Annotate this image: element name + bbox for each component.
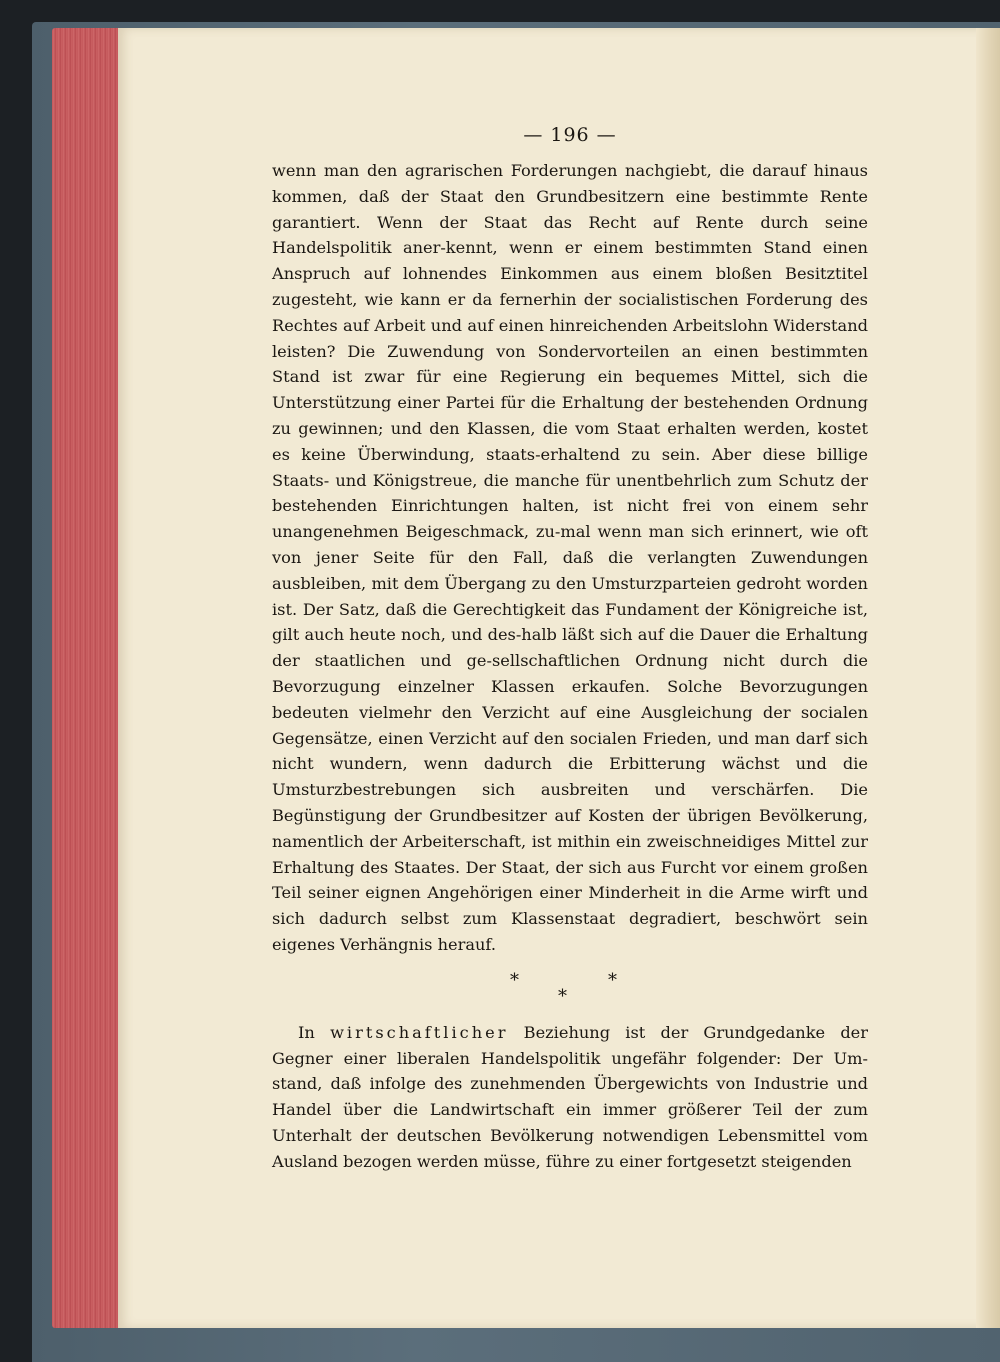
asterism-star-left: * bbox=[510, 969, 519, 991]
page-edges bbox=[52, 28, 122, 1328]
asterism-divider bbox=[272, 964, 868, 1016]
paragraph-2-emphasis: wirtschaftlicher bbox=[330, 1022, 509, 1042]
page-content bbox=[272, 120, 868, 1174]
asterism-star-right: * bbox=[608, 969, 617, 991]
page-number: — 196 — bbox=[523, 124, 617, 146]
body-text bbox=[272, 158, 868, 1174]
asterism-star-middle: * bbox=[558, 985, 567, 1007]
paragraph-1: wenn man den agrarischen Forderungen nachgiebt, die darauf hinaus kommen, daß der Staat den Grundbesitzern eine bestimmte Rente garantiert. Wenn der Staat das Recht auf Rente durch seine Handelspolitik aner-kennt, wenn er einem bestimmten Stand einen Anspruch auf lohnendes Einkommen aus einem bloßen Besitztitel zugesteht, wie kann er da fernerhin der socialistischen Forderung des Rechtes auf Arbeit und auf einen hinreichenden Arbeitslohn Widerstand leisten? Die Zuwendung von Sondervorteilen an einen bestimmten Stand ist zwar für eine Regierung ein bequemes Mittel, sich die Unterstützung einer Partei für die Erhaltung der bestehenden Ordnung zu gewinnen; und den Klassen, die vom Staat erhalten werden, kostet es keine Überwindung, staats-erhaltend zu sein. Aber diese billige Staats- und Königstreue, die manche für unentbehrlich zum Schutz der bestehenden Einrichtungen halten, ist nicht frei von einem sehr unangenehmen Beigeschmack, zu-mal wenn man sich erinnert, wie oft von jener Seite für den Fall, daß die verlangten Zuwendungen ausbleiben, mit dem Übergang zu den Umsturzparteien gedroht worden ist. Der Satz, daß die Gerechtigkeit das Fundament der Königreiche ist, gilt auch heute noch, und des-halb läßt sich auf die Dauer die Erhaltung der staatlichen und ge-sellschaftlichen Ordnung nicht durch die Bevorzugung einzelner Klassen erkaufen. Solche Bevorzugungen bedeuten vielmehr den Verzicht auf eine Ausgleichung der socialen Gegensätze, einen Verzicht auf den socialen Frieden, und man darf sich nicht wundern, wenn dadurch die Erbitterung wächst und die Umsturzbestrebungen sich ausbreiten und verschärfen. Die Begünstigung der Grundbesitzer auf Kosten der übrigen Bevölkerung, namentlich der Arbeiterschaft, ist mithin ein zweischneidiges Mittel zur Erhaltung des Staates. Der Staat, der sich aus Furcht vor einem großen Teil seiner eignen Angehörigen einer Minderheit in die Arme wirft und sich dadurch selbst zum Klassenstaat degradiert, beschwört sein eigenes Verhängnis herauf. bbox=[272, 161, 868, 954]
paragraph-2-lead: In bbox=[298, 1022, 331, 1042]
paragraph-2 bbox=[272, 1020, 868, 1175]
paragraph-2-rest: Beziehung ist der Grundgedanke der Gegner einer liberalen Handelspolitik ungefähr folgender: Der Um-stand, daß infolge des zunehmenden Übergewichts von Industrie und Handel über die Landwirtschaft ein immer größerer Teil der zum Unterhalt der deutschen Bevölkerung notwendigen Lebensmittel vom Ausland bezogen werden müsse, führe zu einer fortgesetzt steigenden bbox=[272, 1022, 868, 1171]
page-gutter bbox=[976, 28, 1000, 1328]
